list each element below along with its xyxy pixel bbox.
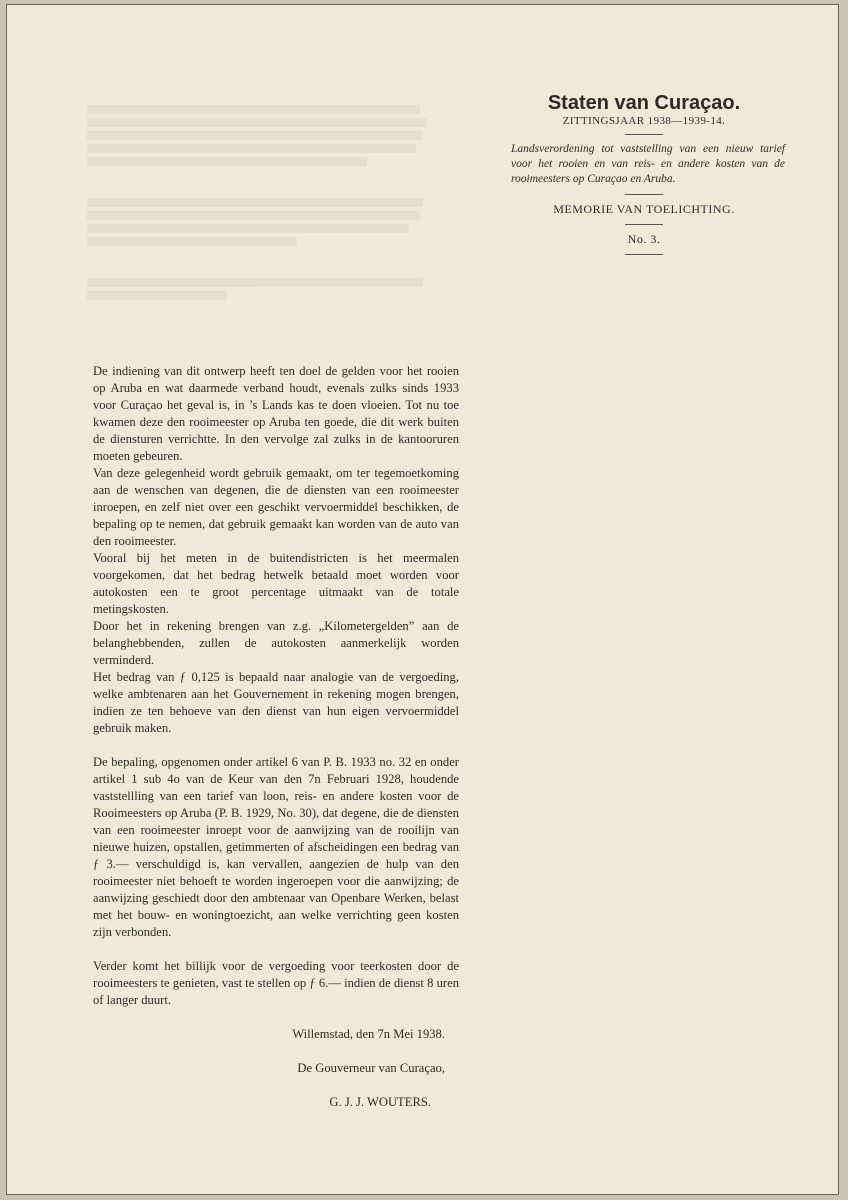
spacer: [93, 1077, 459, 1094]
paragraph: Van deze gelegenheid wordt gebruik gemaakt, om ter tegemoetkoming aan de wenschen van degenen, die de diensten van een rooimeester inroepen, en zelf niet over een geschikt vervoermiddel beschikken, de bepaling op te nemen, dat gebruik gemaakt kan worden van de auto van den rooimeester.: [93, 466, 459, 548]
divider: [625, 194, 663, 195]
signatory-office: De Gouverneur van Curaçao,: [297, 1061, 445, 1075]
spacer: [93, 1009, 459, 1026]
document-page: [6, 4, 839, 1195]
paragraph: Door het in rekening brengen van z.g. „Kilometergelden” aan de belanghebbenden, zullen de autokosten aanmerkelijk worden verminderd.: [93, 619, 459, 667]
paragraph: De indiening van dit ontwerp heeft ten doel de gelden voor het rooien op Aruba en wat daarmede verband houdt, evenals zulks sinds 1933 voor Curaçao het geval is, in ’s Lands kas te doen vloeien. Tot nu toe kwamen deze den rooimeester op Aruba ten goede, die dit werk buiten de diensturen verrichtte. In den vervolge zal zulks in de kantooruren moeten gebeuren.: [93, 364, 459, 463]
body-text: [93, 363, 459, 1111]
document-type: MEMORIE VAN TOELICHTING.: [553, 202, 735, 216]
paragraph: Vooral bij het meten in de buitendistricten is het meermalen voorgekomen, dat het bedrag hetwelk betaald moet worden voor autokosten een te groot percentage uitmaakt van de totale metingskosten.: [93, 551, 459, 616]
paragraph: Verder komt het billijk voor de vergoeding voor teerkosten door de rooimeesters te genieten, vast te stellen op ƒ 6.— indien de dienst 8 uren of langer duurt.: [93, 959, 459, 1007]
spacer: [93, 1043, 459, 1060]
document-header: [503, 91, 785, 262]
place-date: Willemstad, den 7n Mei 1938.: [292, 1027, 445, 1041]
title: Staten van Curaçao.: [547, 92, 741, 114]
divider: [625, 134, 663, 135]
subject: Landsverordening tot vaststelling van een nieuw tarief voor het rooien en van reis- en andere kosten van de rooimeesters op Curaçao en Aruba.: [511, 143, 785, 185]
spacer: [93, 941, 459, 958]
paragraph: De bepaling, opgenomen onder artikel 6 van P. B. 1933 no. 32 en onder artikel 1 sub 4o van de Keur van den 7n Februari 1928, houdende vaststellling van een tarief van loon, reis- en andere kosten voor de Rooimeesters op Aruba (P. B. 1929, No. 30), dat degene, die de diensten van een rooimeester inroept voor de aanwijzing van de rooilijn van nieuwe huizen, opstallen, getimmerten of afscheidingen een bedrag van ƒ 3.— verschuldigd is, kan vervallen, aangezien de hulp van den rooimeester niet behoeft te worden ingeroepen voor die aanwijzing; de aanwijzing geschiedt door den ambtenaar van Openbare Werken, belast met het bouw- en woningtoezicht, aan welke verrichting geen kosten zijn verbonden.: [93, 755, 459, 939]
document-number: No. 3.: [627, 232, 661, 246]
session-line: ZITTINGSJAAR 1938—1939-14.: [562, 115, 726, 127]
bleed-through-text: [87, 85, 437, 304]
spacer: [93, 737, 459, 754]
divider: [625, 254, 663, 255]
paragraph: Het bedrag van ƒ 0,125 is bepaald naar analogie van de vergoeding, welke ambtenaren aan het Gouvernement in rekening mogen brengen, indien ze ten behoeve van den dienst van hun eigen vervoermiddel gebruik maken.: [93, 670, 459, 735]
signatory-name: G. J. J. WOUTERS.: [329, 1095, 431, 1109]
divider: [625, 224, 663, 225]
